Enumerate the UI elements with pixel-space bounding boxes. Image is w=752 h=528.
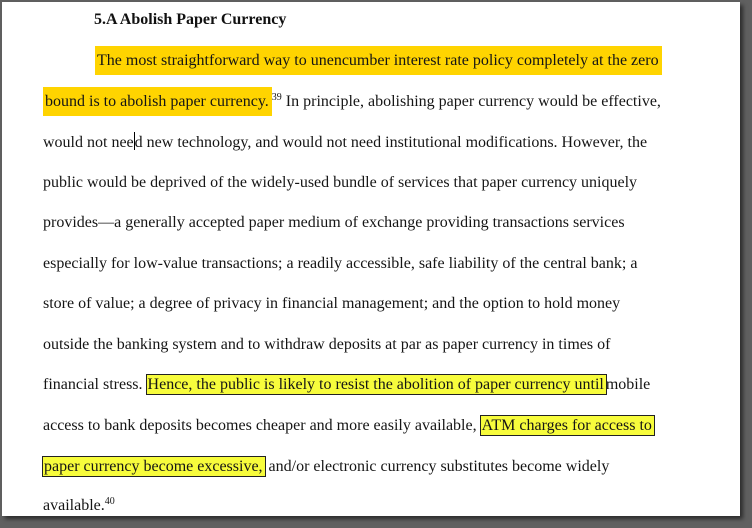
text-line-3	[43, 132, 647, 153]
text-line-11	[43, 457, 609, 477]
text-line-6: especially for low-value transactions; a readily accessible, safe liability of the central bank; a	[43, 255, 638, 272]
line-text: In principle, abolishing paper currency would be effective,	[281, 93, 661, 110]
line-text: mobile	[605, 376, 651, 393]
highlight-orange: The most straightforward way to unencumber interest rate policy completely at the zero	[95, 46, 662, 75]
section-heading: 5.A Abolish Paper Currency	[94, 11, 287, 28]
text-line-9	[43, 375, 650, 395]
highlight-yellow: paper currency become excessive,	[44, 458, 263, 475]
footnote-ref-39[interactable]: 39	[271, 92, 282, 103]
text-line-1	[95, 51, 662, 71]
highlight-yellow: ATM charges for access to	[481, 417, 652, 434]
line-text: would not nee	[43, 134, 134, 151]
text-line-8: outside the banking system and to withdraw deposits at par as paper currency in times of	[43, 336, 611, 353]
line-text: d new technology, and would not need institutional modifications. However, the	[134, 134, 648, 151]
text-line-7: store of value; a degree of privacy in financial management; and the option to hold money	[43, 295, 621, 312]
line-text: available.	[43, 497, 105, 514]
text-line-12	[43, 496, 115, 516]
text-line-4: public would be deprived of the widely-used bundle of services that paper currency uniquely	[43, 174, 638, 191]
text-line-2	[43, 92, 661, 112]
text-line-5: provides—a generally accepted paper medium of exchange providing transactions services	[43, 214, 625, 231]
line-text: access to bank deposits becomes cheaper and more easily available,	[43, 417, 481, 434]
line-text: financial stress.	[43, 376, 147, 393]
line-text: and/or electronic currency substitutes become widely	[264, 458, 610, 475]
highlight-yellow: Hence, the public is likely to resist the abolition of paper currency until	[147, 376, 604, 393]
document-page	[2, 2, 740, 516]
text-line-10	[43, 416, 654, 436]
highlight-orange: bound is to abolish paper currency.	[43, 87, 272, 116]
footnote-ref-40[interactable]: 40	[104, 496, 115, 507]
